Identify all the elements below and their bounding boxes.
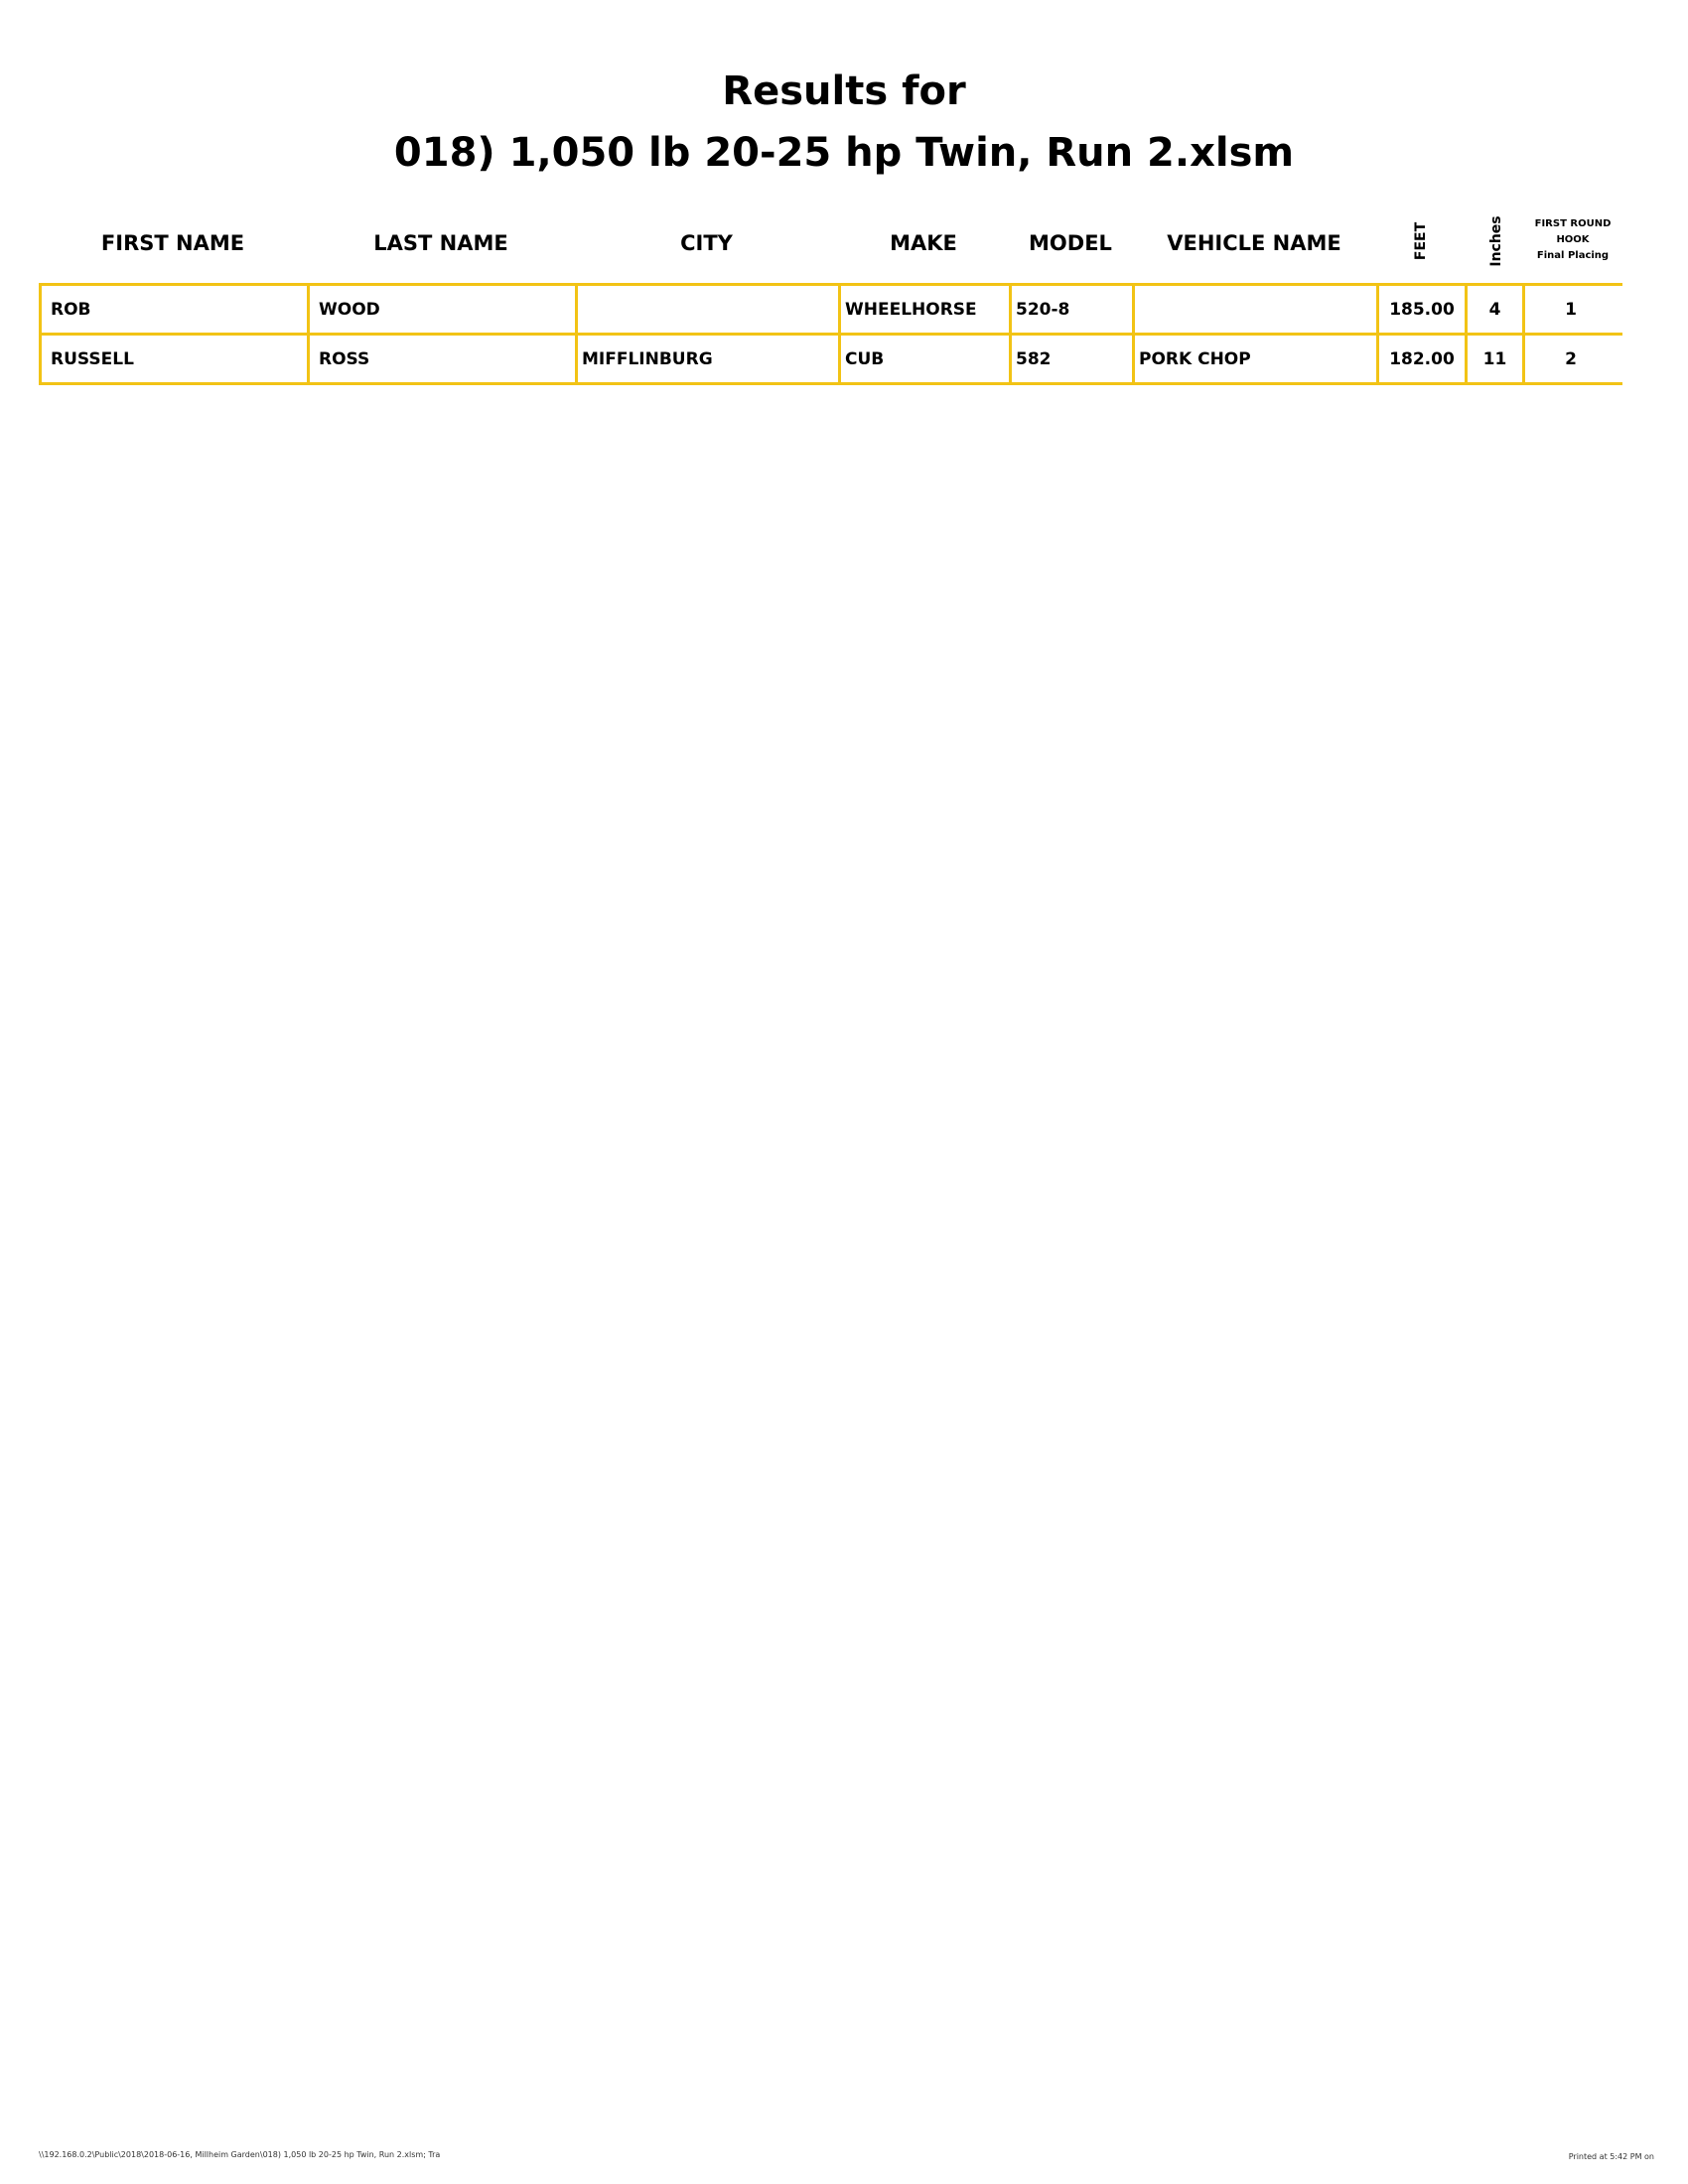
cell-city: MIFFLINBURG [582,349,713,369]
header-hook-line1: FIRST ROUND [1534,218,1612,229]
cell-first-name: RUSSELL [51,349,134,369]
header-feet: FEET [1413,221,1429,261]
header-make: MAKE [890,231,957,255]
results-table [39,283,1622,385]
report-subtitle: 018) 1,050 lb 20-25 hp Twin, Run 2.xlsm [393,130,1295,176]
column-divider [1009,283,1012,385]
header-hook-line2: HOOK [1556,234,1590,245]
footer-printed-at: Printed at 5:42 PM on [1568,2152,1654,2161]
header-model: MODEL [1029,231,1112,255]
cell-placing: 2 [1565,349,1577,369]
header-first-name: FIRST NAME [100,231,245,255]
cell-feet: 185.00 [1389,300,1455,320]
cell-first-name: ROB [51,300,91,320]
header-city: CITY [680,231,733,255]
cell-inches: 4 [1488,300,1501,320]
cell-model: 582 [1016,349,1052,369]
cell-last-name: WOOD [319,300,380,320]
header-final-placing [1527,216,1618,264]
header-vehicle-name: VEHICLE NAME [1167,231,1341,255]
cell-placing: 1 [1565,300,1577,320]
header-hook-line3: Final Placing [1536,250,1610,261]
column-divider [575,283,578,385]
cell-vehicle-name: PORK CHOP [1139,349,1251,369]
cell-inches: 11 [1482,349,1507,369]
column-divider [307,283,310,385]
cell-feet: 182.00 [1389,349,1455,369]
column-divider [838,283,841,385]
cell-make: WHEELHORSE [845,300,977,320]
column-divider [39,283,42,385]
cell-model: 520-8 [1016,300,1070,320]
cell-last-name: ROSS [319,349,370,369]
footer-file-path: \\192.168.0.2\Public\2018\2018-06-16, Millheim Garden\018) 1,050 lb 20-25 hp Twin, Run 2.xlsm; Tra [39,2150,441,2159]
column-divider [1132,283,1135,385]
cell-make: CUB [845,349,885,369]
header-last-name: LAST NAME [373,231,508,255]
report-title: Results for [722,68,966,114]
header-inches: Inches [1488,215,1504,267]
